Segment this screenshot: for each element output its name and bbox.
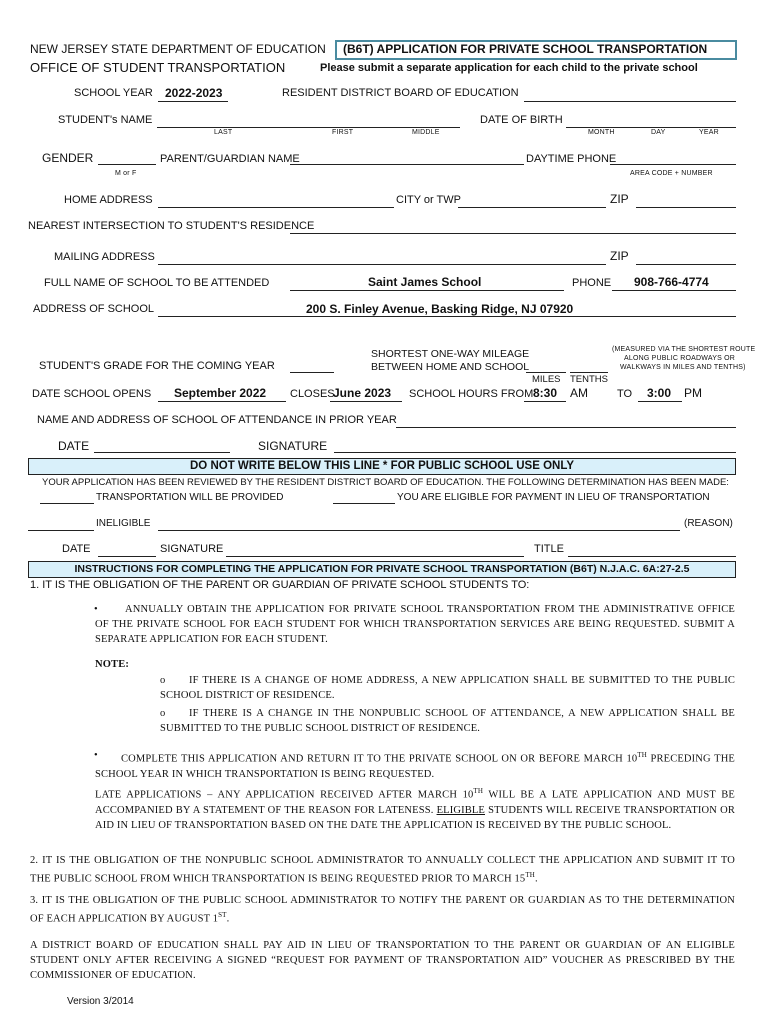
parent-signature-label: SIGNATURE — [258, 439, 328, 453]
opens-value: September 2022 — [174, 386, 267, 400]
school-phone-label: PHONE — [572, 277, 612, 289]
eligible-text: YOU ARE ELIGIBLE FOR PAYMENT IN LIEU OF TRANSPORTATION — [397, 492, 710, 503]
tenths-field[interactable] — [570, 372, 608, 373]
home-address-field[interactable] — [158, 207, 394, 208]
hours-label: SCHOOL HOURS FROM — [409, 388, 534, 400]
grade-field[interactable] — [290, 372, 334, 373]
office-signature-label: SIGNATURE — [160, 543, 224, 555]
note1-text: IF THERE IS A CHANGE OF HOME ADDRESS, A NEW APPLICATION SHALL BE SUBMITTED TO THE PUBLIC SCHOOL DISTRICT OF RESIDENCE. — [160, 675, 735, 701]
parent-date-label: DATE — [58, 439, 90, 453]
instructions-banner: INSTRUCTIONS FOR COMPLETING THE APPLICATION FOR PRIVATE SCHOOL TRANSPORTATION (B6T) N.J.A.C. 6A:27-2.5 — [28, 561, 736, 578]
home-zip-field[interactable] — [636, 207, 736, 208]
item3-text: 3. IT IS THE OBLIGATION OF THE PUBLIC SCHOOL ADMINISTRATOR TO NOTIFY THE PARENT OR GUARDIAN AS TO THE DETERMINATION OF EACH APPLICATION BY AUGUST 1ST. — [30, 895, 735, 925]
first-caption: FIRST — [332, 129, 354, 136]
gender-caption: M or F — [115, 170, 137, 177]
provided-checkline[interactable] — [40, 503, 94, 504]
student-name-field[interactable] — [157, 127, 460, 128]
office-name: OFFICE OF STUDENT TRANSPORTATION — [30, 60, 286, 75]
note-label: NOTE: — [95, 659, 130, 670]
bullet2-text: COMPLETE THIS APPLICATION AND RETURN IT TO THE PRIVATE SCHOOL ON OR BEFORE MARCH 10TH PRECEDING THE SCHOOL YEAR IN WHICH TRANSPORTATION IS BEING REQUESTED. — [95, 751, 735, 780]
note2-icon: o — [160, 708, 166, 719]
guardian-label: PARENT/GUARDIAN NAME — [160, 153, 300, 165]
guardian-field[interactable] — [290, 164, 524, 165]
mailing-address-label: MAILING ADDRESS — [54, 251, 155, 263]
school-name-field[interactable] — [290, 290, 564, 291]
prior-school-label: NAME AND ADDRESS OF SCHOOL OF ATTENDANCE IN PRIOR YEAR — [37, 414, 397, 426]
district-label: RESIDENT DISTRICT BOARD OF EDUCATION — [282, 87, 519, 99]
school-address-label: ADDRESS OF SCHOOL — [33, 303, 155, 315]
school-name-label: FULL NAME OF SCHOOL TO BE ATTENDED — [44, 277, 270, 289]
school-name-value: Saint James School — [368, 275, 482, 289]
note2-text: IF THERE IS A CHANGE IN THE NONPUBLIC SCHOOL OF ATTENDANCE, A NEW APPLICATION SHALL BE SUBMITTED TO THE PUBLIC SCHOOL DISTRICT OF RESIDENCE. — [160, 708, 735, 734]
district-field[interactable] — [524, 101, 736, 102]
mailing-zip-label: ZIP — [610, 249, 629, 263]
school-year-label: SCHOOL YEAR — [74, 87, 153, 99]
intersection-field[interactable] — [290, 233, 736, 234]
prior-school-field[interactable] — [396, 427, 736, 428]
bullet1-text: ANNUALLY OBTAIN THE APPLICATION FOR PRIVATE SCHOOL TRANSPORTATION FROM THE ADMINISTRATIVE OFFICE OF THE PRIVATE SCHOOL FOR EACH STUDENT FOR WHICH TRANSPORTATION SERVICES ARE BEING REQUESTED. SUBMIT A SEPARATE APPLICATION FOR EACH STUDENT. — [95, 604, 735, 645]
reviewed-text: YOUR APPLICATION HAS BEEN REVIEWED BY THE RESIDENT DISTRICT BOARD OF EDUCATION. THE FOLLOWING DETERMINATION HAS BEEN MADE: — [42, 477, 729, 488]
parent-date-field[interactable] — [94, 452, 230, 453]
office-date-field[interactable] — [98, 556, 156, 557]
item1-text: 1. IT IS THE OBLIGATION OF THE PARENT OR GUARDIAN OF PRIVATE SCHOOL STUDENTS TO: — [30, 579, 530, 591]
city-field[interactable] — [458, 207, 606, 208]
bullet2-icon: • — [94, 750, 98, 761]
bullet1-icon: • — [94, 604, 98, 615]
daytime-phone-field[interactable] — [610, 164, 736, 165]
school-phone-field[interactable] — [612, 290, 736, 291]
mileage-label-line1: SHORTEST ONE-WAY MILEAGE — [371, 348, 530, 360]
eligible-checkline[interactable] — [333, 503, 395, 504]
measured-note-2: ALONG PUBLIC ROADWAYS OR — [624, 355, 735, 362]
tenths-caption: TENTHS — [570, 374, 608, 385]
mailing-zip-field[interactable] — [636, 264, 736, 265]
ineligible-text: INELIGIBLE — [96, 518, 151, 529]
measured-note-1: (MEASURED VIA THE SHORTEST ROUTE — [612, 346, 756, 353]
mileage-label-line2: BETWEEN HOME AND SCHOOL — [371, 361, 530, 373]
hours-to-field[interactable] — [638, 401, 682, 402]
miles-field[interactable] — [526, 372, 566, 373]
school-address-field[interactable] — [158, 316, 736, 317]
opens-field[interactable] — [158, 401, 286, 402]
last-caption: LAST — [214, 129, 233, 136]
item2-text: 2. IT IS THE OBLIGATION OF THE NONPUBLIC SCHOOL ADMINISTRATOR TO ANNUALLY COLLECT THE APPLICATION AND SUBMIT IT TO THE PUBLIC SCHOOL FROM WHICH TRANSPORTATION IS BEING REQUESTED PRIOR TO MARCH 15TH. — [30, 855, 735, 885]
school-year-value: 2022-2023 — [165, 86, 223, 100]
am-label: AM — [570, 386, 588, 400]
day-caption: DAY — [651, 129, 666, 136]
city-label: CITY or TWP — [396, 194, 461, 206]
school-phone-value: 908-766-4774 — [634, 275, 709, 289]
closes-field[interactable] — [330, 401, 402, 402]
school-year-field[interactable] — [158, 101, 228, 102]
year-caption: YEAR — [699, 129, 719, 136]
reason-field[interactable] — [158, 530, 680, 531]
provided-text: TRANSPORTATION WILL BE PROVIDED — [96, 492, 284, 503]
reason-caption: (REASON) — [684, 518, 733, 529]
office-signature-field[interactable] — [226, 556, 524, 557]
parent-signature-field[interactable] — [334, 452, 736, 453]
hours-from-field[interactable] — [524, 401, 566, 402]
hours-to-value: 3:00 — [647, 386, 672, 400]
daytime-phone-label: DAYTIME PHONE — [526, 153, 617, 165]
month-caption: MONTH — [588, 129, 615, 136]
miles-caption: MILES — [532, 374, 561, 385]
middle-caption: MIDDLE — [412, 129, 440, 136]
closes-value: June 2023 — [333, 386, 392, 400]
measured-note-3: WALKWAYS IN MILES AND TENTHS) — [620, 364, 746, 371]
department-name: NEW JERSEY STATE DEPARTMENT OF EDUCATION — [30, 42, 326, 56]
office-use-banner: DO NOT WRITE BELOW THIS LINE * FOR PUBLIC SCHOOL USE ONLY — [28, 458, 736, 475]
school-address-value: 200 S. Finley Avenue, Basking Ridge, NJ 07920 — [306, 302, 574, 316]
ineligible-checkline[interactable] — [28, 530, 94, 531]
gender-label: GENDER — [42, 151, 94, 165]
area-code-caption: AREA CODE + NUMBER — [630, 170, 713, 177]
hours-from-value: 8:30 — [533, 386, 558, 400]
grade-label: STUDENT'S GRADE FOR THE COMING YEAR — [39, 360, 275, 372]
to-label: TO — [617, 388, 633, 400]
student-name-label: STUDENT's NAME — [58, 114, 153, 126]
office-date-label: DATE — [62, 543, 91, 555]
pm-label: PM — [684, 386, 702, 400]
opens-label: DATE SCHOOL OPENS — [32, 388, 152, 400]
final-paragraph: A DISTRICT BOARD OF EDUCATION SHALL PAY AID IN LIEU OF TRANSPORTATION TO THE PARENT OR GUARDIAN OF AN ELIGIBLE STUDENT ONLY AFTER RECEIVING A SIGNED “REQUEST FOR PAYMENT OF TRANSPORTATION AID” VOUCHER AS PRESCRIBED BY THE COMMISSIONER OF EDUCATION. — [30, 940, 735, 981]
form-subtitle: Please submit a separate application for each child to the private school — [320, 62, 698, 74]
intersection-label: NEAREST INTERSECTION TO STUDENT'S RESIDENCE — [28, 220, 315, 232]
dob-field[interactable] — [566, 127, 736, 128]
version-text: Version 3/2014 — [67, 996, 134, 1007]
note1-icon: o — [160, 675, 166, 686]
gender-field[interactable] — [98, 164, 156, 165]
mailing-address-field[interactable] — [158, 264, 606, 265]
home-address-label: HOME ADDRESS — [64, 194, 153, 206]
office-title-label: TITLE — [534, 543, 564, 555]
late-applications-text: LATE APPLICATIONS – ANY APPLICATION RECEIVED AFTER MARCH 10TH WILL BE A LATE APPLICATION AND MUST BE ACCOMPANIED BY A STATEMENT OF THE REASON FOR LATENESS. ELIGIBLE STUDENTS WILL RECEIVE TRANSPORTATION OR AID IN LIEU OF TRANSPORTATION BASED ON THE DATE THE APPLICATION IS RECEIVED BY THE PUBLIC SCHOOL. — [95, 787, 735, 831]
office-title-field[interactable] — [568, 556, 736, 557]
closes-label: CLOSES — [290, 388, 335, 400]
zip-label: ZIP — [610, 192, 629, 206]
form-title: (B6T) APPLICATION FOR PRIVATE SCHOOL TRANSPORTATION — [343, 42, 708, 56]
dob-label: DATE OF BIRTH — [480, 114, 563, 126]
